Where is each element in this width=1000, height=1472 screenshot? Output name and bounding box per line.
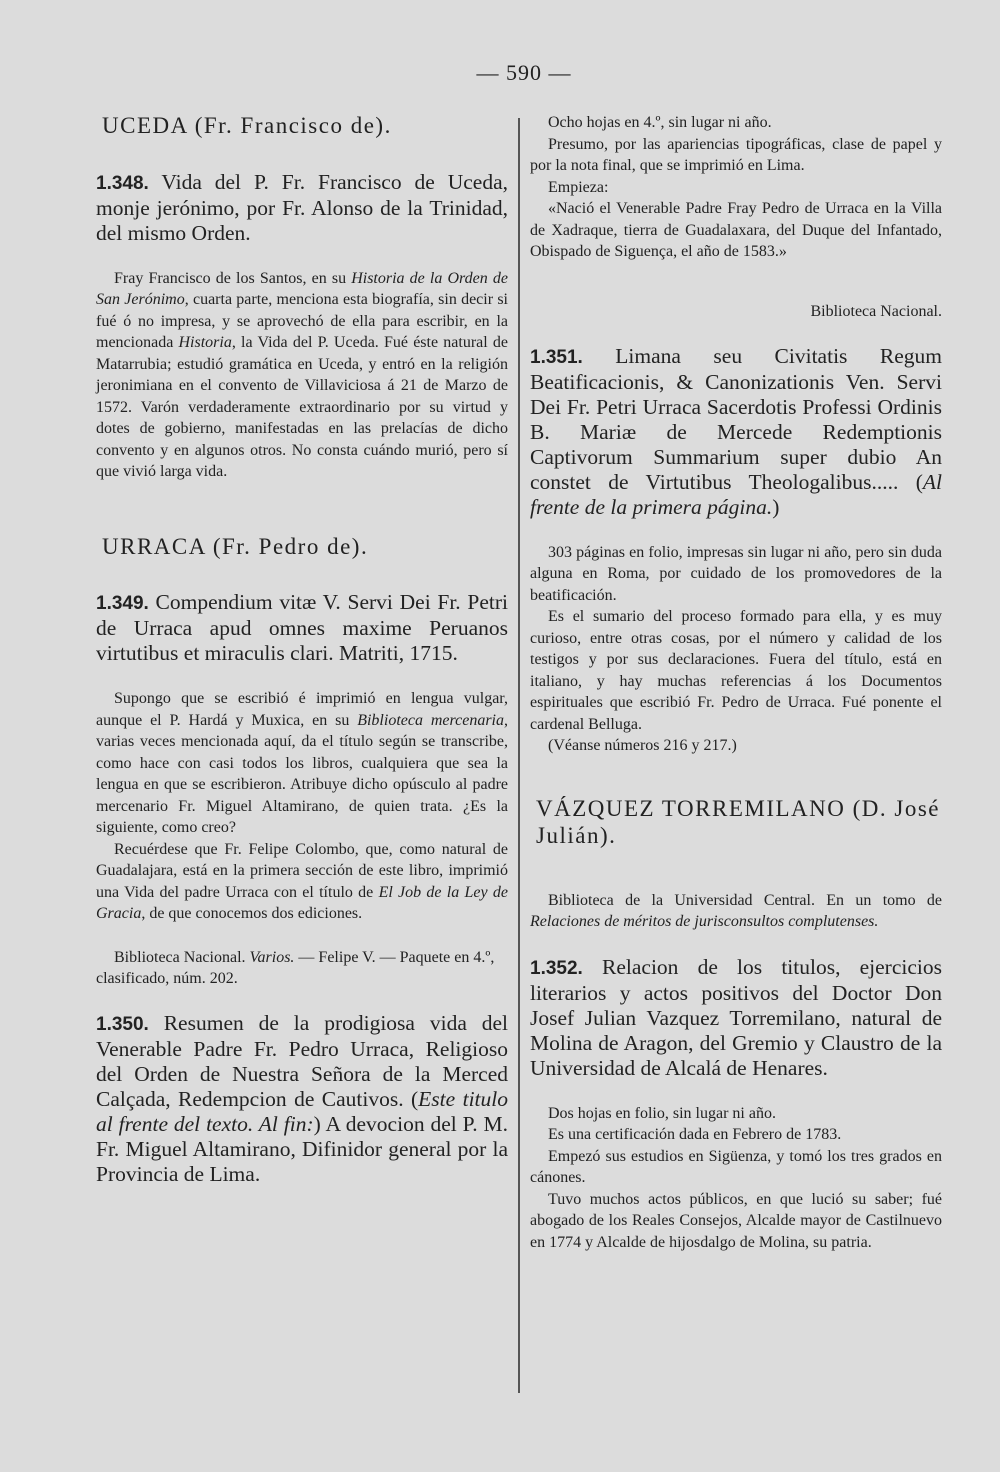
entry-1348-note: Fray Francisco de los Santos, en su Historia de la Orden de San Jerónimo, cuarta parte, menciona esta biografía, sin decir si fué ó no impresa, y se aprovechó de ella para escribir, en la mencionada Historia, la Vida del P. Uceda. Fué éste natural de Matarrubia; estudió gramática en Uceda, y entró en la religión jeronimiana en el convento de Villaviciosa á 21 de Marzo de 1572. Varón verdaderamente extraordinario por su virtud y dotes de gobierno, manifestadas en las prelacías de dicho convento y en algunos otros. No consta cuándo murió, pero sí que vivió larga vida.	[96, 269, 508, 481]
entry-1349-note: Supongo que se escribió é imprimió en lengua vulgar, aunque el P. Hardá y Muxica, en su Biblioteca mercenaria, varias veces mencionada aquí, da el título según se transcribe, como hace con casi todos los libros, cualquiera que sea la lengua en que se escribieron. Atribuye dicho opúsculo al padre mercenario Fr. Miguel Altamirano, de quien trata. ¿Es la siguiente, como creo?	[96, 690, 509, 837]
entry-1349-location: Biblioteca Nacional. Varios. — Felipe V. — Paquete en 4.º, clasificado, núm. 202.	[96, 948, 495, 987]
author-heading-urraca: URRACA (Fr. Pedro de).	[102, 533, 369, 559]
column-divider	[518, 118, 520, 1393]
entry-number: 1.352.	[530, 957, 583, 979]
entry-number: 1.351.	[530, 346, 583, 368]
entry-1352-note: Tuvo muchos actos públicos, en que lució su saber; fué abogado de los Reales Consejos, Alcalde mayor de Castilnuevo en 1774 y Alcalde de hijosdalgo de Molina, su patria.	[530, 1190, 942, 1251]
entry-1352-location: Biblioteca de la Universidad Central. En un tomo de Relaciones de méritos de jurisconsultos complutenses.	[530, 891, 942, 931]
author-heading-vazquez: VÁZQUEZ TORREMILANO (D. José Julián).	[536, 795, 941, 849]
author-heading-uceda: UCEDA (Fr. Francisco de).	[102, 113, 392, 138]
right-column	[530, 112, 942, 1253]
entry-1352-note: Empezó sus estudios en Sigüenza, y tomó los tres grados en cánones.	[530, 1147, 942, 1187]
entry-1350-title: 1.350. Resumen de la prodigiosa vida del Venerable Padre Fr. Pedro Urraca, Religioso del Orden de Nuestra Señora de la Merced Calçada, Redempcion de Cautivos. (Este titulo al frente del texto. Al fin:) A devocion del P. M. Fr. Miguel Altamirano, Difinidor general por la Provincia de Lima.	[96, 1010, 509, 1186]
entry-number: 1.350.	[96, 1013, 149, 1035]
entry-1351-note: (Véanse números 216 y 217.)	[548, 737, 737, 754]
page-number: — 590 —	[476, 60, 572, 85]
entry-1349-title: 1.349. Compendium vitæ V. Servi Dei Fr. Petri de Urraca apud omnes maxime Peruanos virtutibus et miraculis clari. Matriti, 1715.	[96, 590, 509, 666]
entry-1351-description: 303 páginas en folio, impresas sin lugar ni año, pero sin duda alguna en Roma, por cuidado de los promovedores de la beatificación.	[530, 543, 942, 604]
entry-number: 1.349.	[96, 593, 149, 615]
entry-1350-note: Presumo, por las apariencias tipográficas, clase de papel y por la nota final, que se imprimió en Lima.	[530, 135, 942, 174]
entry-1350-description: Ocho hojas en 4.º, sin lugar ni año.	[548, 114, 772, 131]
entry-1350-note: Empieza:	[548, 178, 609, 196]
entry-1351-note: Es el sumario del proceso formado para ella, y es muy curioso, entre otras cosas, por el número y calidad de los testigos y por sus declaraciones. Fuera del título, está en italiano, y hay muchas referencias á los Documentos espirituales que escribió Fr. Pedro de Urraca. Fué ponente el cardenal Belluga.	[530, 608, 942, 733]
entry-1352-description: Dos hojas en folio, sin lugar ni año.	[548, 1104, 776, 1122]
entry-1348-title: 1.348. Vida del P. Fr. Francisco de Uceda, monje jerónimo, por Fr. Alonso de la Trinidad, del mismo Orden.	[96, 169, 508, 245]
entry-number: 1.348.	[96, 172, 149, 194]
left-column	[96, 112, 508, 1187]
entry-1351-title: 1.351. Limana seu Civitatis Regum Beatificacionis, & Canonizationis Ven. Servi Dei Fr. Petri Urraca Sacerdotis Professi Ordinis B. Mariæ de Mercede Redemptionis Captivorum Summarium super dubio An constet de Virtutibus Theologalibus..... (Al frente de la primera página.)	[530, 343, 942, 519]
entry-1350-location: Biblioteca Nacional.	[810, 302, 942, 320]
entry-1352-note: Es una certificación dada en Febrero de 1783.	[548, 1126, 842, 1144]
entry-1350-quote: «Nació el Venerable Padre Fray Pedro de Urraca en la Villa de Xadraque, tierra de Guadalaxara, del Duque del Infantado, Obispado de Siguença, el año de 1583.»	[530, 200, 942, 260]
entry-1349-note: Recuérdese que Fr. Felipe Colombo, que, como natural de Guadalajara, está en la primera sección de este libro, imprimió una Vida del padre Urraca con el título de El Job de la Ley de Gracia, de que conocemos dos ediciones.	[96, 840, 509, 923]
entry-1352-title: 1.352. Relacion de los titulos, ejercicios literarios y actos positivos del Doctor Don Josef Julian Vazquez Torremilano, natural de Molina de Aragon, del Gremio y Claustro de la Universidad de Alcalá de Henares.	[530, 954, 942, 1080]
